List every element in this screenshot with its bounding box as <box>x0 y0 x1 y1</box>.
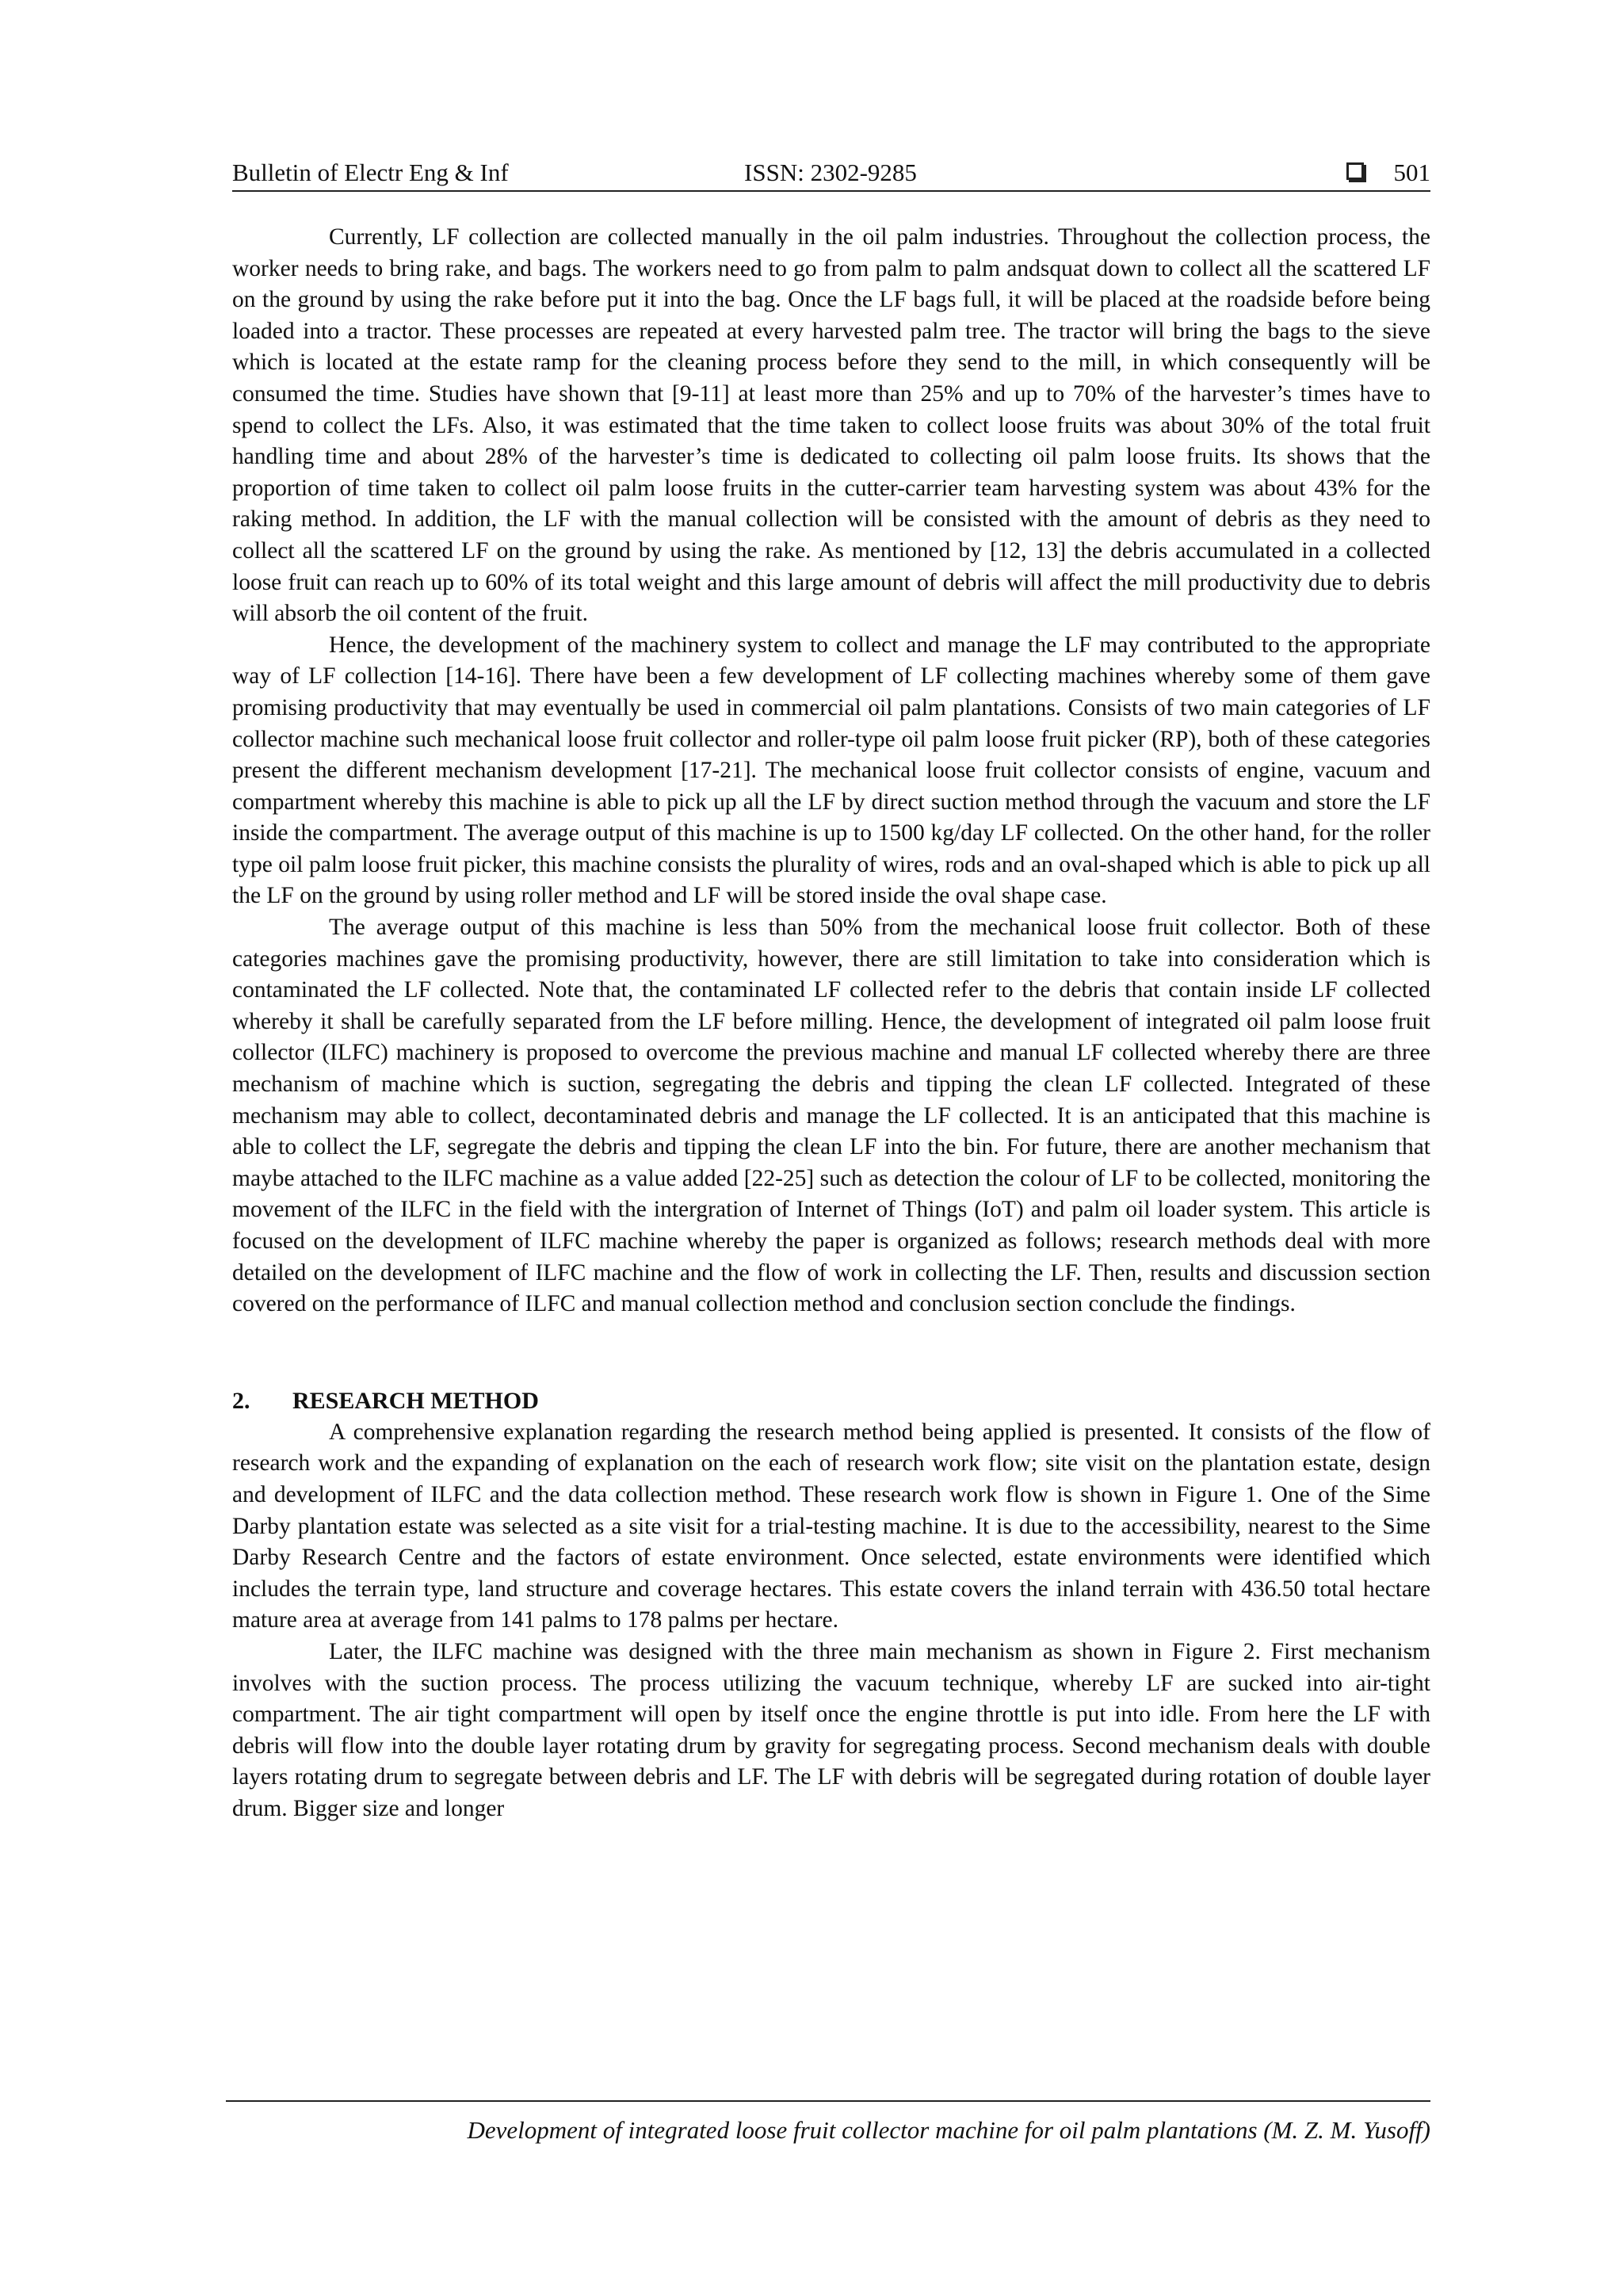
paragraph-1: Currently, LF collection are collected manually in the oil palm industries. Throughout the collection process, the worker needs to bring rake, and bags. The workers need to go from palm to palm andsquat down to collect all the scattered LF on the ground by using the rake before put it into the bag. Once the LF bags full, it will be placed at the roadside before being loaded into a tractor. These processes are repeated at every harvested palm tree. The tractor will bring the bags to the sieve which is located at the estate ramp for the cleaning process before they send to the mill, in which consequently will be consumed the time. Studies have shown that [9-11] at least more than 25% and up to 70% of the harvester’s times have to spend to collect the LFs. Also, it was estimated that the time taken to collect loose fruits was about 30% of the total fruit handling time and about 28% of the harvester’s time is dedicated to collecting oil palm loose fruits. Its shows that the proportion of time taken to collect oil palm loose fruits in the cutter-carrier team harvesting system was about 43% for the raking method. In addition, the LF with the manual collection will be consisted with the amount of debris as they need to collect all the scattered LF on the ground by using the rake. As mentioned by [12, 13] the debris accumulated in a collected loose fruit can reach up to 60% of its total weight and this large amount of debris will affect the mill productivity due to debris will absorb the oil content of the fruit. <box>232 224 1430 627</box>
running-header <box>232 155 1430 192</box>
issn: ISSN: 2302-9285 <box>744 159 917 186</box>
journal-name: Bulletin of Electr Eng & Inf <box>232 159 509 186</box>
section-title: RESEARCH METHOD <box>292 1387 539 1414</box>
paragraph-5: Later, the ILFC machine was designed with the three main mechanism as shown in Figure 2. First mechanism involves with the suction process. The process utilizing the vacuum technique, whereby LF are sucked into air-tight compartment. The air tight compartment will open by itself once the engine throttle is put into idle. From here the LF with debris will flow into the double layer rotating drum by gravity for segregating process. Second mechanism deals with double layers rotating drum to segregate between debris and LF. The LF with debris will be segregated during rotation of double layer drum. Bigger size and longer <box>232 1638 1430 1821</box>
page-number: 501 <box>1393 159 1430 186</box>
section-heading <box>232 1385 1430 1417</box>
paragraph-2: Hence, the development of the machinery system to collect and manage the LF may contributed to the appropriate way of LF collection [14-16]. There have been a few development of LF collecting machines whereby some of them gave promising productivity that may eventually be used in commercial oil palm plantations. Consists of two main categories of LF collector machine such mechanical loose fruit collector and roller-type oil palm loose fruit picker (RP), both of these categories present the different mechanism development [17-21]. The mechanical loose fruit collector consists of engine, vacuum and compartment whereby this machine is able to pick up all the LF by direct suction method through the vacuum and store the LF inside the compartment. The average output of this machine is up to 1500 kg/day LF collected. On the other hand, for the roller type oil palm loose fruit picker, this machine consists the plurality of wires, rods and an oval-shaped which is able to pick up all the LF on the ground by using roller method and LF will be stored inside the oval shape case. <box>232 632 1430 909</box>
paragraph-3: The average output of this machine is less than 50% from the mechanical loose fruit collector. Both of these categories machines gave the promising productivity, however, there are still limitation to take into consideration which is contaminated the LF collected. Note that, the contaminated LF collected refer to the debris that contain inside LF collected whereby it shall be carefully separated from the LF before milling. Hence, the development of integrated oil palm loose fruit collector (ILFC) machinery is proposed to overcome the previous machine and manual LF collected whereby there are three mechanism of machine which is suction, segregating the debris and tipping the clean LF collected. Integrated of these mechanism may able to collect, decontaminated debris and manage the LF collected. It is an anticipated that this machine is able to collect the LF, segregate the debris and tipping the clean LF into the bin. For future, there are another mechanism that maybe attached to the ILFC machine as a value added [22-25] such as detection the colour of LF to be collected, monitoring the movement of the ILFC in the field with the intergration of Internet of Things (IoT) and palm oil loader system. This article is focused on the development of ILFC machine whereby the paper is organized as follows; research methods deal with more detailed on the development of ILFC machine and the flow of work in collecting the LF. Then, results and discussion section covered on the performance of ILFC and manual collection method and conclusion section conclude the findings. <box>232 915 1430 1317</box>
footer-title: Development of integrated loose fruit collector machine for oil palm plantations (M. Z. M. Yusoff) <box>467 2116 1430 2144</box>
body-text <box>232 222 1430 1825</box>
paragraph-4: A comprehensive explanation regarding the research method being applied is presented. It consists of the flow of research work and the expanding of explanation on the each of research work flow; site visit on the plantation estate, design and development of ILFC and the data collection method. These research work flow is shown in Figure 1. One of the Sime Darby plantation estate was selected as a site visit for a trial-testing machine. It is due to the accessibility, nearest to the Sime Darby Research Centre and the factors of estate environment. Once selected, estate environments were identified which includes the terrain type, land structure and coverage hectares. This estate covers the inland terrain with 436.50 total hectare mature area at average from 141 palms to 178 palms per hectare. <box>232 1419 1430 1633</box>
running-footer <box>226 2100 1430 2144</box>
square-bullet-icon <box>1346 162 1364 180</box>
section-number: 2. <box>232 1387 250 1414</box>
